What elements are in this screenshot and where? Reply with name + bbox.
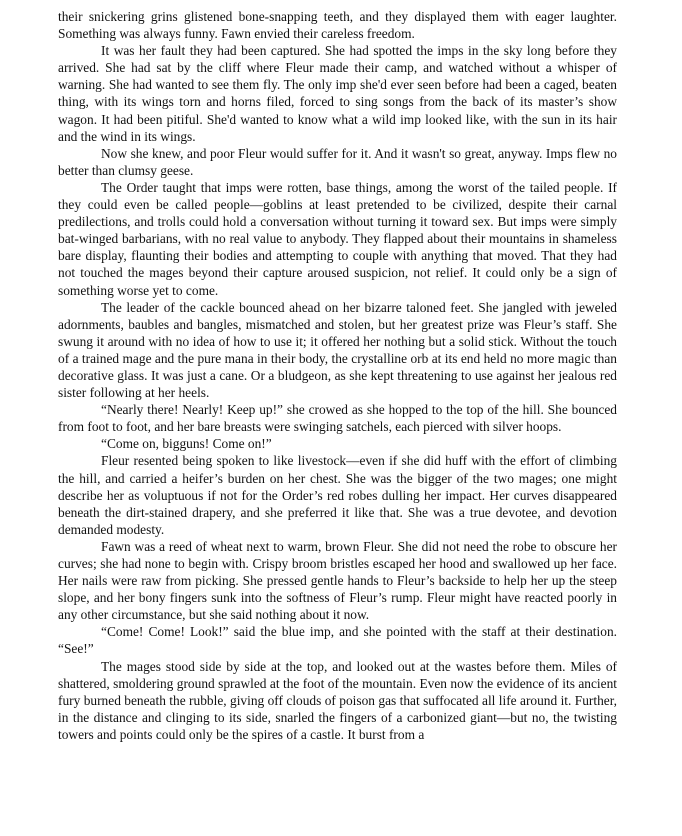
paragraph: their snickering grins glistened bone-snapping teeth, and they displayed them with eager laughter. Something was always funny. Fawn envied their careless freedom. <box>58 9 617 42</box>
paragraph: It was her fault they had been captured. She had spotted the imps in the sky long before they arrived. She had sat by the cliff where Fleur made their camp, and watched without a whisper of warning. She had wanted to see them fly. The only imp she'd ever seen before had been a caged, beaten thing, with its wings torn and horns filed, forced to sing songs from the back of its master’s show wagon. It had been pitiful. She'd wanted to know what a wild imp looked like, with the sun in its hair and the wind in its wings. <box>58 43 617 144</box>
paragraph: “Come on, bigguns! Come on!” <box>101 436 272 452</box>
paragraph: Fleur resented being spoken to like livestock—even if she did huff with the effort of climbing the hill, and carried a heifer’s burden on her chest. She was the bigger of the two mages; one might describe her as voluptuous if not for the Order’s red robes dulling her impact. Her curves disappeared beneath the dirt-stained drapery, and she preferred it like that. She was a true devotee, and devotion demanded modesty. <box>58 453 617 537</box>
paragraph: The mages stood side by side at the top, and looked out at the wastes before them. Miles of shattered, smoldering ground sprawled at the foot of the mountain. Even now the evidence of its ancient fury burned beneath the rubble, giving off clouds of poison gas that suffocated all life around it. Further, in the distance and clinging to its side, snarled the fingers of a carbonized giant—but no, the twisting towers and points could only be the spires of a castle. It burst from a <box>58 658 617 742</box>
book-page <box>58 8 617 743</box>
paragraph: The Order taught that imps were rotten, base things, among the worst of the tailed people. If they could even be called people—goblins at least pretended to be civilized, despite their carnal predilections, and trolls could hold a conversation without turning it toward sex. But imps were simply bat-winged barbarians, with no real value to anybody. They flapped about their mountains in shameless bare display, flaunting their bodies and attempting to couple with anything that moved. That they had not touched the mages beyond their capture aroused suspicion, not relief. It could only be a sign of something worse yet to come. <box>58 179 617 298</box>
paragraph: “Nearly there! Nearly! Keep up!” she crowed as she hopped to the top of the hill. She bounced from foot to foot, and her bare breasts were swinging satchels, each pierced with silver hoops. <box>58 402 617 435</box>
paragraph: Now she knew, and poor Fleur would suffer for it. And it wasn't so great, anyway. Imps flew no better than clumsy geese. <box>58 145 617 178</box>
paragraph: Fawn was a reed of wheat next to warm, brown Fleur. She did not need the robe to obscure her curves; she had none to begin with. Crispy broom bristles escaped her hood and swallowed up her face. Her nails were raw from picking. She pressed gentle hands to Fleur’s backside to help her up the steep slope, and her bony fingers sunk into the softness of Fleur’s rump. Fleur might have reacted poorly in any other circumstance, but she said nothing about it now. <box>58 538 617 623</box>
paragraph: “Come! Come! Look!” said the blue imp, and she pointed with the staff at their destination. “See!” <box>58 624 617 657</box>
paragraph: The leader of the cackle bounced ahead on her bizarre taloned feet. She jangled with jeweled adornments, baubles and bangles, mismatched and stolen, but her greatest prize was Fleur’s staff. She swung it around with no idea of how to use it; it offered her nothing but a solid stick. Without the touch of a trained mage and the pure mana in their body, the crystalline orb at its end held no more magic than decorative glass. It was just a cane. Or a bludgeon, as she kept threatening to use against her jealous red sister following at her heels. <box>58 299 617 401</box>
